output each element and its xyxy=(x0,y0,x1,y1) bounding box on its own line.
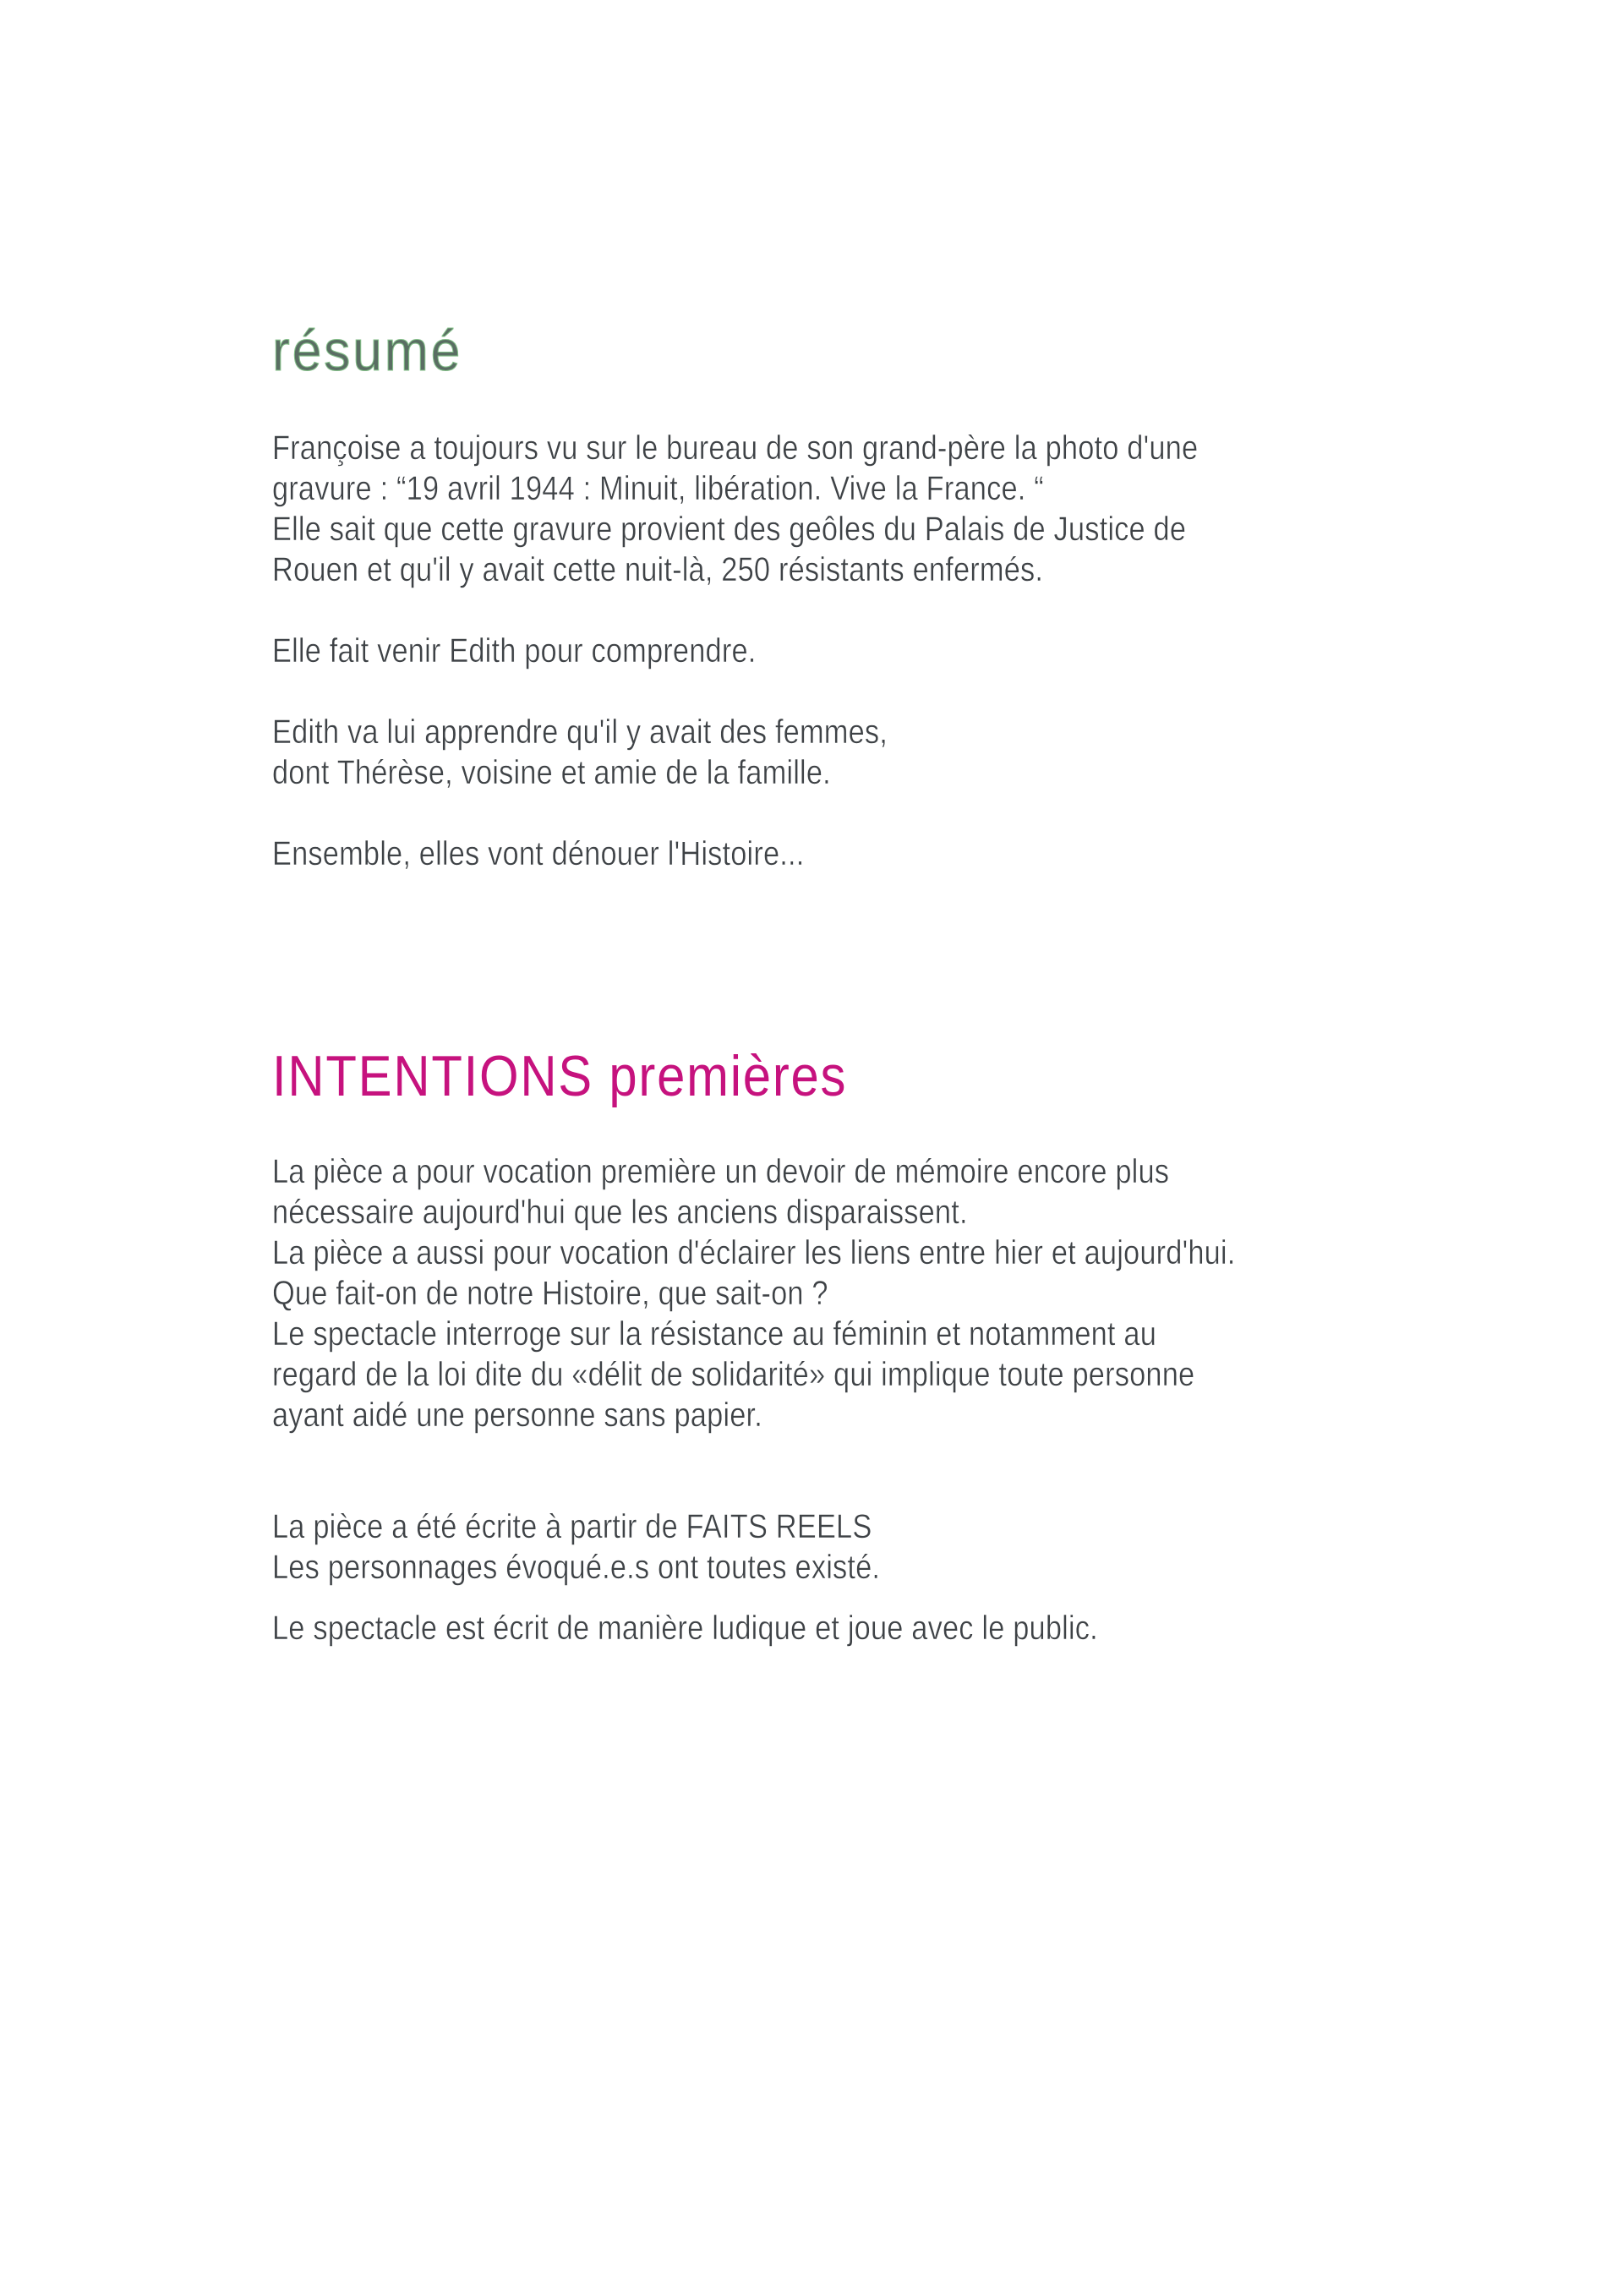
resume-heading: résumé xyxy=(272,319,463,383)
intentions-heading: INTENTIONS premières xyxy=(272,1044,848,1109)
text-line: dont Thérèse, voisine et amie de la famille. xyxy=(272,754,831,792)
text-line: gravure : “19 avril 1944 : Minuit, libération. Vive la France. “ xyxy=(272,470,1044,508)
resume-paragraph-2 xyxy=(272,631,1456,671)
text-line: Les personnages évoqué.e.s ont toutes existé. xyxy=(272,1549,881,1587)
text-line: Ensemble, elles vont dénouer l'Histoire... xyxy=(272,835,805,873)
text-line: La pièce a pour vocation première un devoir de mémoire encore plus xyxy=(272,1153,1170,1191)
resume-section xyxy=(272,318,1456,874)
intentions-section xyxy=(272,1043,1456,1648)
intentions-paragraph-1 xyxy=(272,1151,1456,1435)
text-line: Elle sait que cette gravure provient des geôles du Palais de Justice de xyxy=(272,511,1187,549)
resume-paragraph-3 xyxy=(272,712,1456,793)
intentions-paragraph-2 xyxy=(272,1506,1456,1588)
intentions-paragraph-3 xyxy=(272,1608,1456,1648)
text-line: Rouen et qu'il y avait cette nuit-là, 250 résistants enfermés. xyxy=(272,551,1044,589)
text-line: Le spectacle est écrit de manière ludique et joue avec le public. xyxy=(272,1610,1098,1648)
text-line: ayant aidé une personne sans papier. xyxy=(272,1397,762,1435)
text-line: Elle fait venir Edith pour comprendre. xyxy=(272,632,757,670)
page-content xyxy=(272,318,1456,1689)
text-line: La pièce a aussi pour vocation d'éclairer les liens entre hier et aujourd'hui. xyxy=(272,1234,1236,1272)
resume-paragraph-4 xyxy=(272,834,1456,874)
text-line: Edith va lui apprendre qu'il y avait des femmes, xyxy=(272,713,888,752)
resume-paragraph-1 xyxy=(272,428,1456,590)
text-line: Que fait-on de notre Histoire, que sait-on ? xyxy=(272,1275,828,1313)
text-line: regard de la loi dite du «délit de solidarité» qui implique toute personne xyxy=(272,1356,1195,1394)
text-line: La pièce a été écrite à partir de FAITS REELS xyxy=(272,1508,872,1546)
text-line: nécessaire aujourd'hui que les anciens disparaissent. xyxy=(272,1194,968,1232)
text-line: Le spectacle interroge sur la résistance au féminin et notamment au xyxy=(272,1315,1157,1353)
text-line: Françoise a toujours vu sur le bureau de son grand-père la photo d'une xyxy=(272,429,1199,467)
